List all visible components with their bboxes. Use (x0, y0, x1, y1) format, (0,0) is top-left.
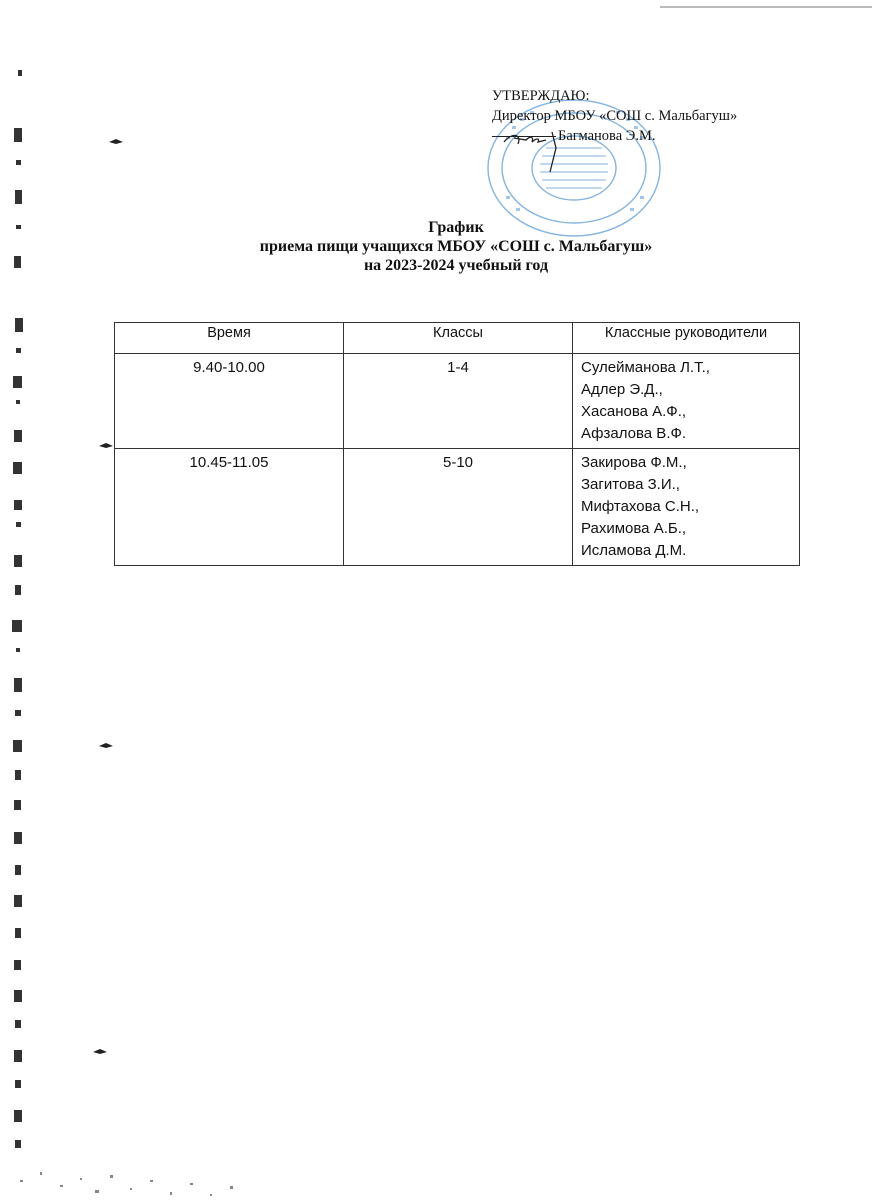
signature-underline (492, 136, 556, 137)
teacher-name: Хасанова А.Ф., (581, 403, 687, 420)
scan-margin-marks (0, 0, 40, 1200)
teacher-name: Адлер Э.Д., (581, 381, 663, 398)
cell-time: 9.40-10.00 (115, 354, 344, 449)
teacher-name: Исламова Д.М. (581, 542, 687, 559)
column-header-teachers: Классные руководители (573, 323, 800, 354)
teacher-name: Закирова Ф.М., (581, 454, 687, 471)
column-header-time: Время (115, 323, 344, 354)
scan-noise (0, 1150, 260, 1200)
cell-time: 10.45-11.05 (115, 449, 344, 566)
cell-classes: 1-4 (344, 354, 573, 449)
scan-speck (98, 442, 114, 450)
column-header-classes: Классы (344, 323, 573, 354)
heading-subtitle: приема пищи учащихся МБОУ «СОШ с. Мальбагуш» (259, 238, 653, 255)
cell-teachers (573, 449, 800, 566)
teacher-name: Афзалова В.Ф. (581, 425, 687, 442)
table-header-row (115, 323, 800, 354)
meal-schedule-table (114, 322, 800, 566)
approval-block (492, 86, 852, 146)
cell-teachers (573, 354, 800, 449)
heading-year: на 2023-2024 учебный год (363, 257, 549, 274)
heading-title: График (428, 219, 484, 236)
approval-signature-line (492, 126, 852, 146)
scan-speck (92, 1048, 108, 1056)
approval-name: Багманова Э.М. (558, 128, 656, 144)
document-heading (0, 218, 872, 275)
teacher-name: Рахимова А.Б., (581, 520, 687, 537)
teacher-name: Загитова З.И., (581, 476, 680, 493)
cell-classes: 5-10 (344, 449, 573, 566)
table-row (115, 449, 800, 566)
approval-title: УТВЕРЖДАЮ: (492, 88, 590, 104)
table-row (115, 354, 800, 449)
teacher-name: Сулейманова Л.Т., (581, 359, 710, 376)
scan-edge-line (660, 6, 872, 8)
scan-speck (98, 742, 114, 750)
teacher-name: Мифтахова С.Н., (581, 498, 700, 515)
scan-speck (108, 138, 124, 146)
approval-position: Директор МБОУ «СОШ с. Мальбагуш» (492, 108, 738, 124)
